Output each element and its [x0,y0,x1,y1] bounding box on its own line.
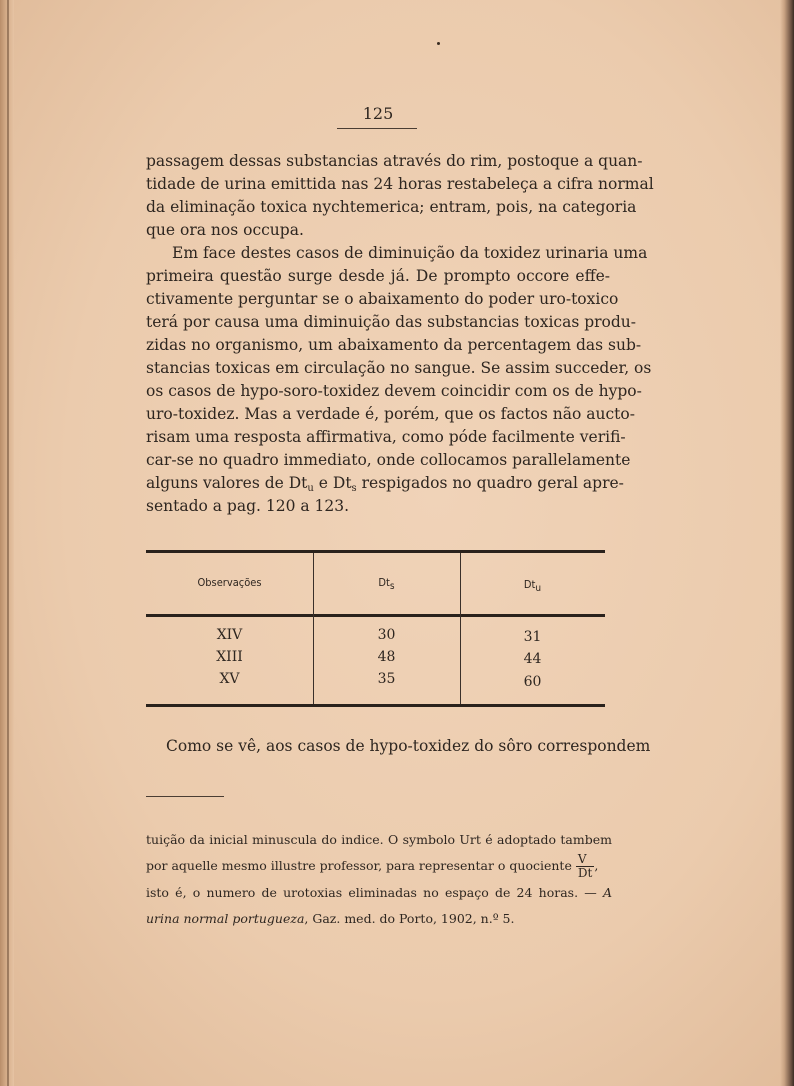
text-line [146,242,648,265]
footnote-line: tuição da inicial minuscula do indice. O symbolo Urt é adoptado tambem [146,832,612,847]
header-observacoes: Observações [197,576,262,589]
table-header-rule [146,614,605,617]
text-line: da eliminação toxica nychtemerica; entram, pois, na categoria [146,198,637,216]
text-line: ctivamente perguntar se o abaixamento do poder uro-toxico [146,290,619,308]
table-cell: 35 [377,671,396,687]
subscript-u: u [307,483,314,494]
text-fragment: por aquelle mesmo illustre professor, para representar o quociente [146,858,572,873]
table-cell: 44 [523,651,542,667]
footnote-line [146,880,612,906]
closing-line: Como se vê, aos casos de hypo-toxidez do sôro correspondem [166,737,651,755]
table-cell: XIV [216,627,243,643]
header-text: Dt [523,578,536,591]
header-text: Dt [378,576,390,589]
footnote [146,827,612,932]
text-line: risam uma resposta affirmativa, como póde facilmente verifi- [146,428,626,446]
body-text [146,150,654,242]
table-cell: 48 [377,649,396,665]
text-line: car-se no quadro immediato, onde collocamos parallelamente [146,451,631,469]
footnote-rule [146,796,224,797]
table-cell: 30 [377,627,396,643]
header-dts [313,576,460,592]
table-cell: XV [219,671,240,687]
paragraph-1 [146,150,654,242]
text-line: zidas no organismo, um abaixamento da percentagem das sub- [146,336,642,354]
table-top-rule [146,550,605,553]
italic-fragment: urina normal portugueza [146,911,305,926]
table-cell: XIII [216,649,243,665]
gutter-line [7,0,9,1086]
text-line: que ora nos occupa. [146,221,304,239]
text-line: primeira questão surge desde já. De prompto occore effe- [146,267,610,285]
paragraph-2-block [146,242,652,518]
text-line: stancias toxicas em circulação no sangue. Se assim succeder, os [146,359,652,377]
text-line: tidade de urina emittida nas 24 horas restabeleça a cifra normal [146,175,654,193]
header-subscript: u [535,583,542,594]
footnote-line-with-fraction [146,853,612,880]
fraction-numerator: V [576,853,594,867]
ink-speck [437,42,440,45]
text-fragment: , Gaz. med. do Porto, 1902, n.º 5. [304,911,515,926]
fraction-v-over-dt [576,853,594,880]
page-number-rule [337,128,417,129]
text-line: sentado a pag. 120 a 123. [146,497,350,515]
table-cell: 60 [523,674,542,690]
table-bottom-rule [146,704,605,707]
text-line: uro-toxidez. Mas a verdade é, porém, que os factos não aucto- [146,405,635,423]
text-fragment: respigados no quadro geral apre- [356,474,624,492]
page-right-edge [780,0,794,1086]
text-line: passagem dessas substancias através do rim, postoque a quan- [146,152,643,170]
text-fragment: , [594,858,599,873]
page-number: 125 [362,104,394,123]
text-fragment: isto é, o numero de urotoxias eliminadas no espaço de 24 horas. — [146,885,603,900]
table-cell: 31 [523,629,542,645]
italic-fragment: A [602,885,612,900]
text-line-content: Em face destes casos de diminuição da toxidez urinaria uma [172,244,648,262]
header-subscript: s [389,581,395,592]
text-fragment: alguns valores de Dt [146,474,308,492]
text-line: os casos de hypo-soro-toxidez devem coincidir com os de hypo- [146,382,642,400]
text-line: terá por causa uma diminuição das substancias toxicas produ- [146,313,637,331]
footnote-line [146,906,612,932]
text-fragment: e Dt [313,474,352,492]
fraction-denominator: Dt [577,866,593,880]
text-line-with-subscripts [146,472,624,495]
subscript-s: s [351,483,357,494]
header-dtu [460,578,605,594]
